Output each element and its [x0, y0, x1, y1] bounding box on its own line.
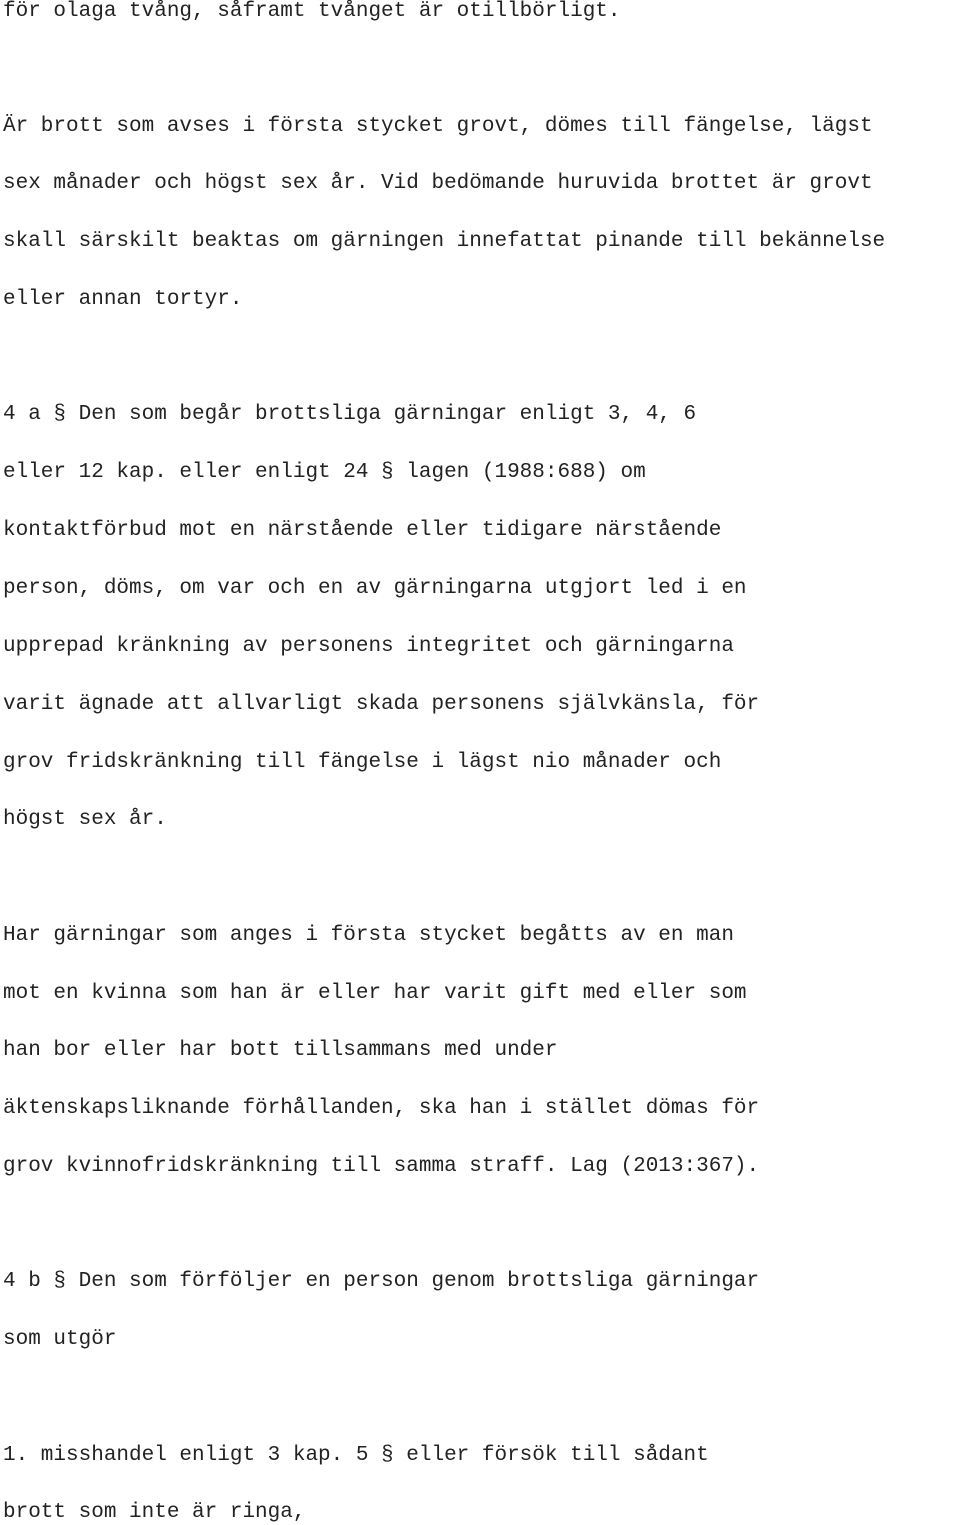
text-line: eller 12 kap. eller enligt 24 § lagen (1988:688) om	[3, 461, 646, 484]
text-line: kontaktförbud mot en närstående eller tidigare närstående	[3, 519, 722, 542]
text-line: sex månader och högst sex år. Vid bedömande huruvida brottet är grovt	[3, 172, 873, 195]
text-line: högst sex år.	[3, 808, 167, 831]
text-line: skall särskilt beaktas om gärningen innefattat pinande till bekännelse	[3, 230, 886, 253]
text-line: för olaga tvång, såframt tvånget är otillbörligt.	[3, 0, 621, 23]
text-line: mot en kvinna som han är eller har varit gift med eller som	[3, 982, 747, 1005]
text-line: han bor eller har bott tillsammans med under	[3, 1039, 558, 1062]
text-line: person, döms, om var och en av gärningarna utgjort led i en	[3, 577, 747, 600]
list-item-line: 1. misshandel enligt 3 kap. 5 § eller försök till sådant	[3, 1444, 709, 1467]
text-line: varit ägnade att allvarligt skada personens självkänsla, för	[3, 693, 760, 716]
section-heading-line: 4 b § Den som förföljer en person genom brottsliga gärningar	[3, 1270, 760, 1293]
text-line: Har gärningar som anges i första stycket begåtts av en man	[3, 924, 734, 947]
list-item-line: brott som inte är ringa,	[3, 1501, 306, 1524]
text-line: äktenskapsliknande förhållanden, ska han i stället dömas för	[3, 1097, 760, 1120]
text-line: grov fridskränkning till fängelse i lägst nio månader och	[3, 751, 722, 774]
section-heading-line: 4 a § Den som begår brottsliga gärningar enligt 3, 4, 6	[3, 403, 697, 426]
text-line: grov kvinnofridskränkning till samma straff. Lag (2013:367).	[3, 1155, 760, 1178]
text-line: upprepad kränkning av personens integritet och gärningarna	[3, 635, 734, 658]
text-line: eller annan tortyr.	[3, 288, 243, 311]
text-line: som utgör	[3, 1328, 117, 1351]
text-line: Är brott som avses i första stycket grovt, dömes till fängelse, lägst	[3, 115, 873, 138]
